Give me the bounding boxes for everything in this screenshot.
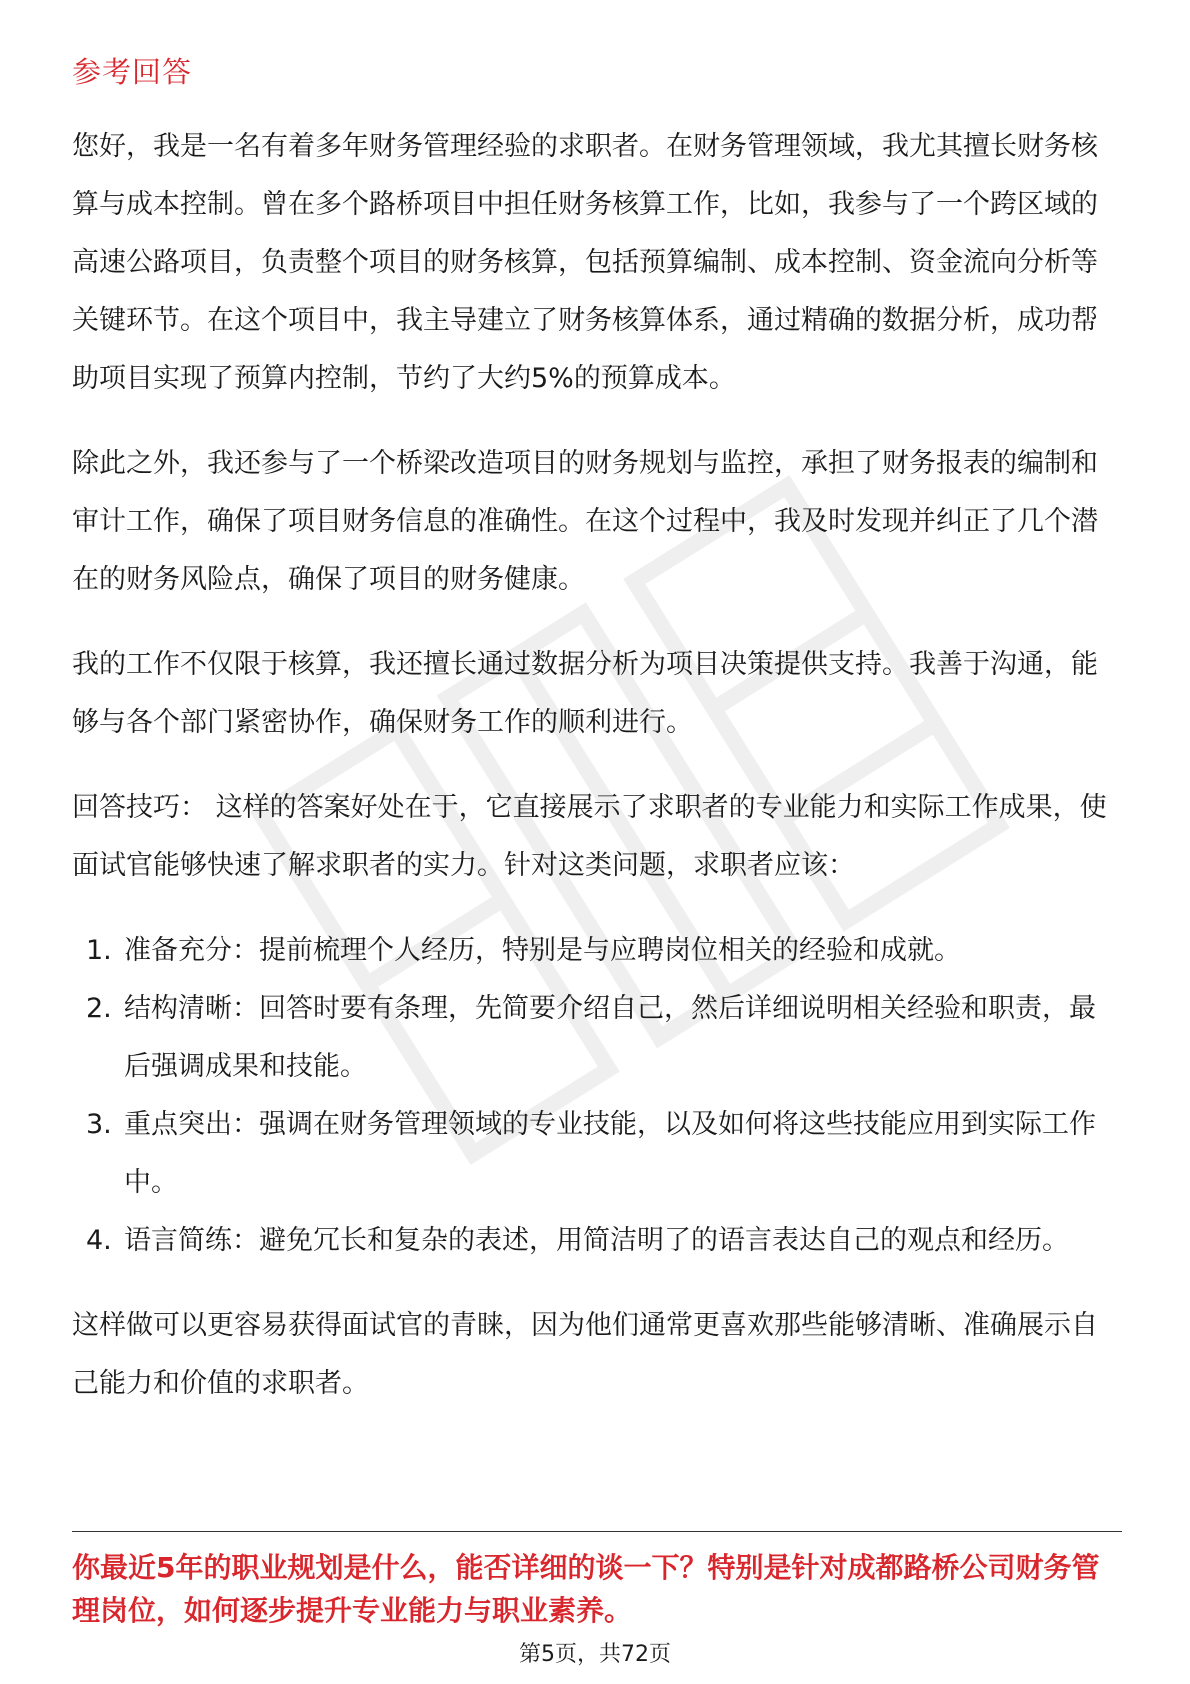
list-item (72, 1212, 1122, 1270)
list-item-text: 重点突出：强调在财务管理领域的专业技能，以及如何将这些技能应用到实际工作中。 (124, 1109, 1096, 1198)
list-item-number: 3. (86, 1109, 112, 1140)
closing-paragraph: 这样做可以更容易获得面试官的青睐，因为他们通常更喜欢那些能够清晰、准确展示自己能力和价值的求职者。 (72, 1310, 1098, 1399)
list-item-text: 准备充分：提前梳理个人经历，特别是与应聘岗位相关的经验和成就。 (124, 935, 961, 966)
divider (72, 1531, 1122, 1532)
answer-paragraph: 我的工作不仅限于核算，我还擅长通过数据分析为项目决策提供支持。我善于沟通，能够与各个部门紧密协作，确保财务工作的顺利进行。 (72, 649, 1098, 738)
list-item-number: 4. (86, 1225, 112, 1256)
list-item-text: 语言简练：避免冗长和复杂的表述，用简洁明了的语言表达自己的观点和经历。 (124, 1225, 1069, 1256)
tips-intro-paragraph: 回答技巧： 这样的答案好处在于，它直接展示了求职者的专业能力和实际工作成果，使面试官能够快速了解求职者的实力。针对这类问题，求职者应该： (72, 792, 1107, 881)
list-item (72, 1096, 1122, 1212)
list-item-number: 1. (86, 935, 112, 966)
tips-list (72, 922, 1122, 1270)
list-item (72, 980, 1122, 1096)
list-item-number: 2. (86, 993, 112, 1024)
answer-paragraph: 您好，我是一名有着多年财务管理经验的求职者。在财务管理领域，我尤其擅长财务核算与成本控制。曾在多个路桥项目中担任财务核算工作，比如，我参与了一个跨区域的高速公路项目，负责整个项目的财务核算，包括预算编制、成本控制、资金流向分析等关键环节。在这个项目中，我主导建立了财务核算体系，通过精确的数据分析，成功帮助项目实现了预算内控制，节约了大约5%的预算成本。 (72, 131, 1098, 394)
list-item (72, 922, 1122, 980)
answer-content (72, 118, 1122, 1440)
section-title: 参考回答 (72, 55, 193, 89)
page-number-footer: 第5页，共72页 (519, 1642, 671, 1667)
next-question-heading: 你最近5年的职业规划是什么，能否详细的谈一下？特别是针对成都路桥公司财务管理岗位，如何逐步提升专业能力与职业素养。 (72, 1551, 1100, 1627)
list-item-text: 结构清晰：回答时要有条理，先简要介绍自己，然后详细说明相关经验和职责，最后强调成果和技能。 (124, 993, 1096, 1082)
answer-paragraph: 除此之外，我还参与了一个桥梁改造项目的财务规划与监控，承担了财务报表的编制和审计工作，确保了项目财务信息的准确性。在这个过程中，我及时发现并纠正了几个潜在的财务风险点，确保了项目的财务健康。 (72, 448, 1098, 595)
